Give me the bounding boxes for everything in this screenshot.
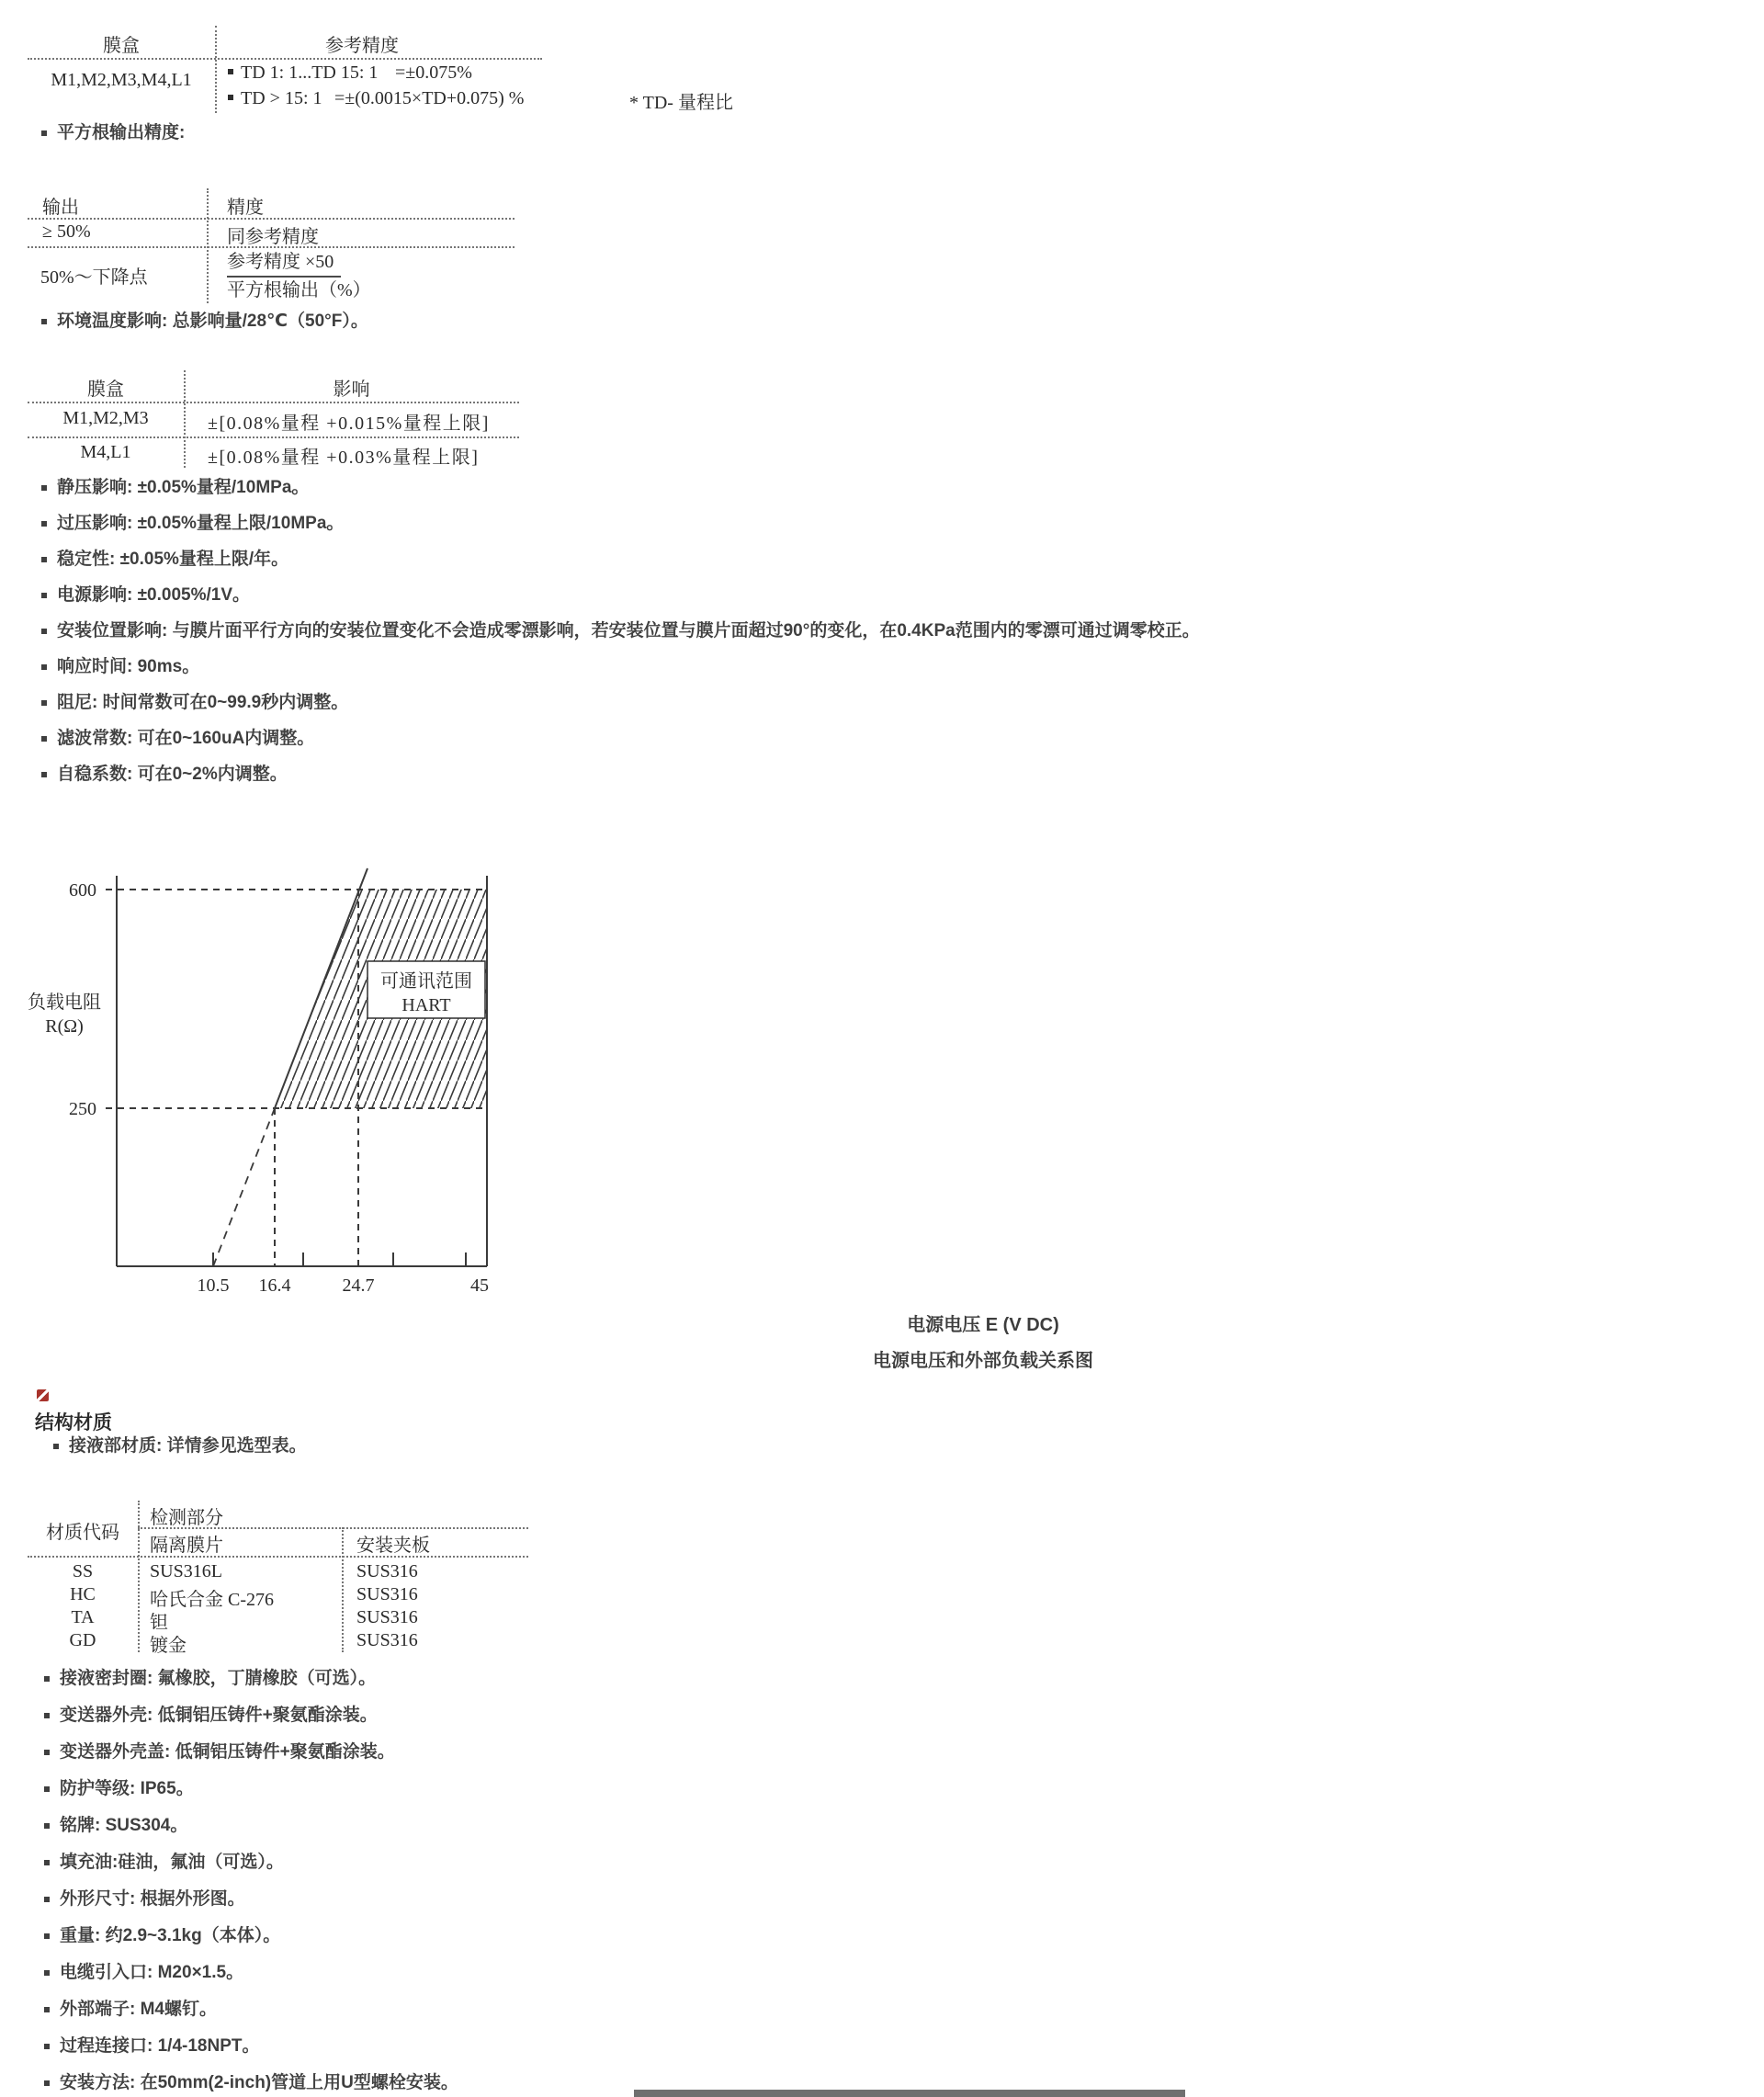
accuracy-fraction	[227, 250, 411, 303]
x-tick-label: 24.7	[342, 1275, 375, 1296]
list-item	[41, 726, 1419, 751]
bullet-text: 接液密封圈: 氟橡胶，丁腈橡胶（可选）。	[60, 1669, 377, 1688]
list-item	[41, 511, 1419, 536]
bullet-marker	[44, 2044, 50, 2049]
list-item	[41, 547, 1419, 572]
output-range: 50%～下降点	[40, 267, 148, 288]
list-item	[44, 1960, 1422, 1985]
bullet-marker	[53, 1444, 59, 1449]
fraction-denominator: 平方根输出（%）	[227, 280, 371, 300]
bullet-marker	[44, 1970, 50, 1976]
material-code: SS	[72, 1561, 94, 1581]
list-item	[41, 654, 1419, 679]
chart-xlabel-caption: 电源电压 E (V DC)	[907, 1315, 1059, 1335]
accuracy-value: =±(0.0015×TD+0.075) %	[334, 88, 525, 108]
bullet-text: 静压影响: ±0.05%量程/10MPa。	[57, 478, 310, 497]
bullet-text: 平方根输出精度:	[57, 123, 186, 142]
bullet-text: 安装方法: 在50mm(2-inch)管道上用U型螺栓安装。	[60, 2073, 458, 2092]
bullet-marker	[41, 521, 47, 527]
capsule-codes: M4,L1	[80, 442, 131, 462]
bullet-text: 环境温度影响: 总影响量/28℃（50°F）。	[57, 312, 368, 331]
bullet-text: 阻尼: 时间常数可在0~99.9秒内调整。	[57, 693, 349, 712]
bullet-text: 填充油:硅油，氟油（可选）。	[60, 1853, 284, 1872]
bullet-marker	[41, 485, 47, 491]
x-tick-label: 10.5	[197, 1275, 230, 1296]
list-item	[44, 2034, 1422, 2058]
chart-figure-caption: 电源电压和外部负载关系图	[873, 1351, 1093, 1371]
region-label: HART	[401, 995, 451, 1015]
column-header: 材质代码	[46, 1523, 119, 1543]
construction-bullet-list	[44, 1666, 1422, 2097]
section-heading: 结构材质	[35, 1412, 112, 1434]
bullet-marker	[44, 1713, 50, 1718]
bullet-text: 防护等级: IP65。	[60, 1779, 194, 1798]
bullet-text: 外形尺寸: 根据外形图。	[60, 1889, 245, 1909]
bullet-marker	[41, 736, 47, 742]
material-code: TA	[71, 1607, 95, 1627]
bullet-text: 电缆引入口: M20×1.5。	[60, 1963, 244, 1982]
x-tick-label: 16.4	[258, 1275, 291, 1296]
reference-accuracy-table	[28, 26, 542, 113]
capsule-codes: M1,M2,M3,M4,L1	[51, 70, 192, 90]
fraction-numerator: 参考精度 ×50	[227, 250, 341, 278]
influence-value: ±[0.08%量程 +0.015%量程上限]	[208, 414, 490, 434]
accuracy-row	[228, 86, 524, 110]
list-item	[44, 1666, 1422, 1691]
bullet-marker	[44, 1933, 50, 1939]
load-voltage-chart	[28, 818, 524, 1314]
list-item	[44, 1703, 1422, 1728]
ambient-temp-bullet	[41, 309, 368, 334]
output-range: ≥ 50%	[42, 221, 91, 242]
bullet-marker	[44, 2080, 50, 2086]
bullet-text: 变送器外壳盖: 低铜铝压铸件+聚氨酯涂装。	[60, 1742, 395, 1762]
bullet-marker	[41, 130, 47, 136]
influence-value: ±[0.08%量程 +0.03%量程上限]	[208, 448, 480, 468]
bullet-marker	[44, 1786, 50, 1792]
bullet-text: 过压影响: ±0.05%量程上限/10MPa。	[57, 514, 345, 533]
x-tick-label: 45	[470, 1275, 489, 1296]
bullet-text: 铭牌: SUS304。	[60, 1816, 188, 1835]
accuracy-condition: TD 1: 1...TD 15: 1	[241, 62, 379, 83]
y-tick-label: 600	[69, 880, 96, 901]
table-divider	[28, 218, 514, 220]
material-code-table	[28, 1501, 528, 1656]
table-divider	[28, 1556, 528, 1558]
accuracy-row	[228, 61, 472, 85]
bullet-marker	[41, 557, 47, 562]
square-bullet-icon	[228, 95, 233, 100]
clamp-material: SUS316	[356, 1607, 418, 1627]
list-item	[44, 1813, 1422, 1838]
sqrt-accuracy-bullet	[41, 120, 185, 145]
y-axis-label: R(Ω)	[45, 1016, 84, 1037]
bullet-marker	[41, 664, 47, 670]
bullet-text: 过程连接口: 1/4-18NPT。	[60, 2036, 260, 2056]
temperature-influence-table	[28, 370, 519, 468]
table-divider	[28, 436, 519, 438]
column-header: 膜盒	[87, 380, 124, 400]
turndown-note: * TD- 量程比	[629, 93, 733, 113]
load-line-dashed	[213, 1108, 275, 1266]
wetted-material-bullet	[53, 1434, 307, 1458]
table-divider	[28, 58, 542, 60]
list-item	[41, 690, 1419, 715]
bullet-marker	[41, 700, 47, 706]
group-header: 检测部分	[150, 1508, 223, 1528]
capsule-codes: M1,M2,M3	[62, 408, 149, 428]
y-tick-label: 250	[69, 1099, 96, 1119]
column-header: 隔离膜片	[150, 1536, 223, 1556]
clamp-material: SUS316	[356, 1584, 418, 1604]
square-bullet-icon	[228, 69, 233, 74]
column-header: 精度	[227, 198, 264, 218]
bullet-marker	[41, 629, 47, 634]
accuracy-value: =±0.075%	[395, 62, 472, 83]
accuracy-condition: TD > 15: 1	[241, 88, 322, 108]
bullet-text: 重量: 约2.9~3.1kg（本体）。	[60, 1926, 281, 1945]
bullet-marker	[41, 772, 47, 777]
list-item	[41, 583, 1419, 607]
column-header: 输出	[42, 198, 79, 218]
list-item	[44, 1997, 1422, 2022]
diaphragm-material: 哈氏合金 C-276	[150, 1590, 274, 1610]
diaphragm-material: SUS316L	[150, 1561, 222, 1581]
bullet-marker	[44, 1860, 50, 1865]
bullet-marker	[41, 593, 47, 598]
list-item	[44, 1740, 1422, 1764]
table-divider	[28, 402, 519, 403]
bullet-text: 电源影响: ±0.005%/1V。	[57, 585, 250, 605]
column-header: 膜盒	[103, 36, 140, 56]
column-header: 参考精度	[325, 36, 399, 56]
list-item	[44, 1923, 1422, 1948]
bullet-marker	[44, 1676, 50, 1682]
table-divider	[138, 1501, 140, 1652]
list-item	[41, 475, 1419, 500]
clamp-material: SUS316	[356, 1561, 418, 1581]
list-item	[41, 762, 1419, 787]
accuracy-value: 同参考精度	[227, 227, 319, 247]
bullet-text: 变送器外壳: 低铜铝压铸件+聚氨酯涂装。	[60, 1706, 378, 1725]
spec-bullet-list	[41, 475, 1419, 798]
bullet-text: 外部端子: M4螺钉。	[60, 2000, 218, 2019]
list-item	[44, 1776, 1422, 1801]
bullet-marker	[41, 319, 47, 324]
y-axis-label: 负载电阻	[28, 992, 101, 1013]
list-item	[41, 618, 1419, 643]
bullet-text: 稳定性: ±0.05%量程上限/年。	[57, 550, 289, 569]
bullet-text: 滤波常数: 可在0~160uA内调整。	[57, 729, 315, 748]
table-divider	[342, 1527, 344, 1652]
bullet-marker	[44, 2007, 50, 2012]
bullet-text: 响应时间: 90ms。	[57, 657, 200, 676]
section-marker-icon	[37, 1389, 49, 1401]
bullet-marker	[44, 1750, 50, 1755]
next-section-header-fragment	[634, 2090, 1185, 2097]
bullet-text: 自稳系数: 可在0~2%内调整。	[57, 765, 288, 784]
diaphragm-material: 钽	[150, 1613, 168, 1633]
sqrt-output-table	[28, 188, 514, 303]
list-item	[44, 1887, 1422, 1911]
list-item	[44, 1850, 1422, 1875]
column-header: 影响	[333, 380, 370, 400]
column-header: 安装夹板	[356, 1536, 430, 1556]
region-label: 可通讯范围	[380, 971, 472, 992]
diaphragm-material: 镀金	[150, 1636, 187, 1656]
material-code: GD	[69, 1630, 96, 1650]
clamp-material: SUS316	[356, 1630, 418, 1650]
bullet-text: 接液部材质: 详情参见选型表。	[69, 1436, 307, 1456]
bullet-marker	[44, 1897, 50, 1902]
bullet-text: 安装位置影响: 与膜片面平行方向的安装位置变化不会造成零漂影响，若安装位置与膜片面超过90°的变化，在0.4KPa范围内的零漂可通过调零校正。	[57, 621, 1200, 640]
material-code: HC	[70, 1584, 96, 1604]
bullet-marker	[44, 1823, 50, 1829]
